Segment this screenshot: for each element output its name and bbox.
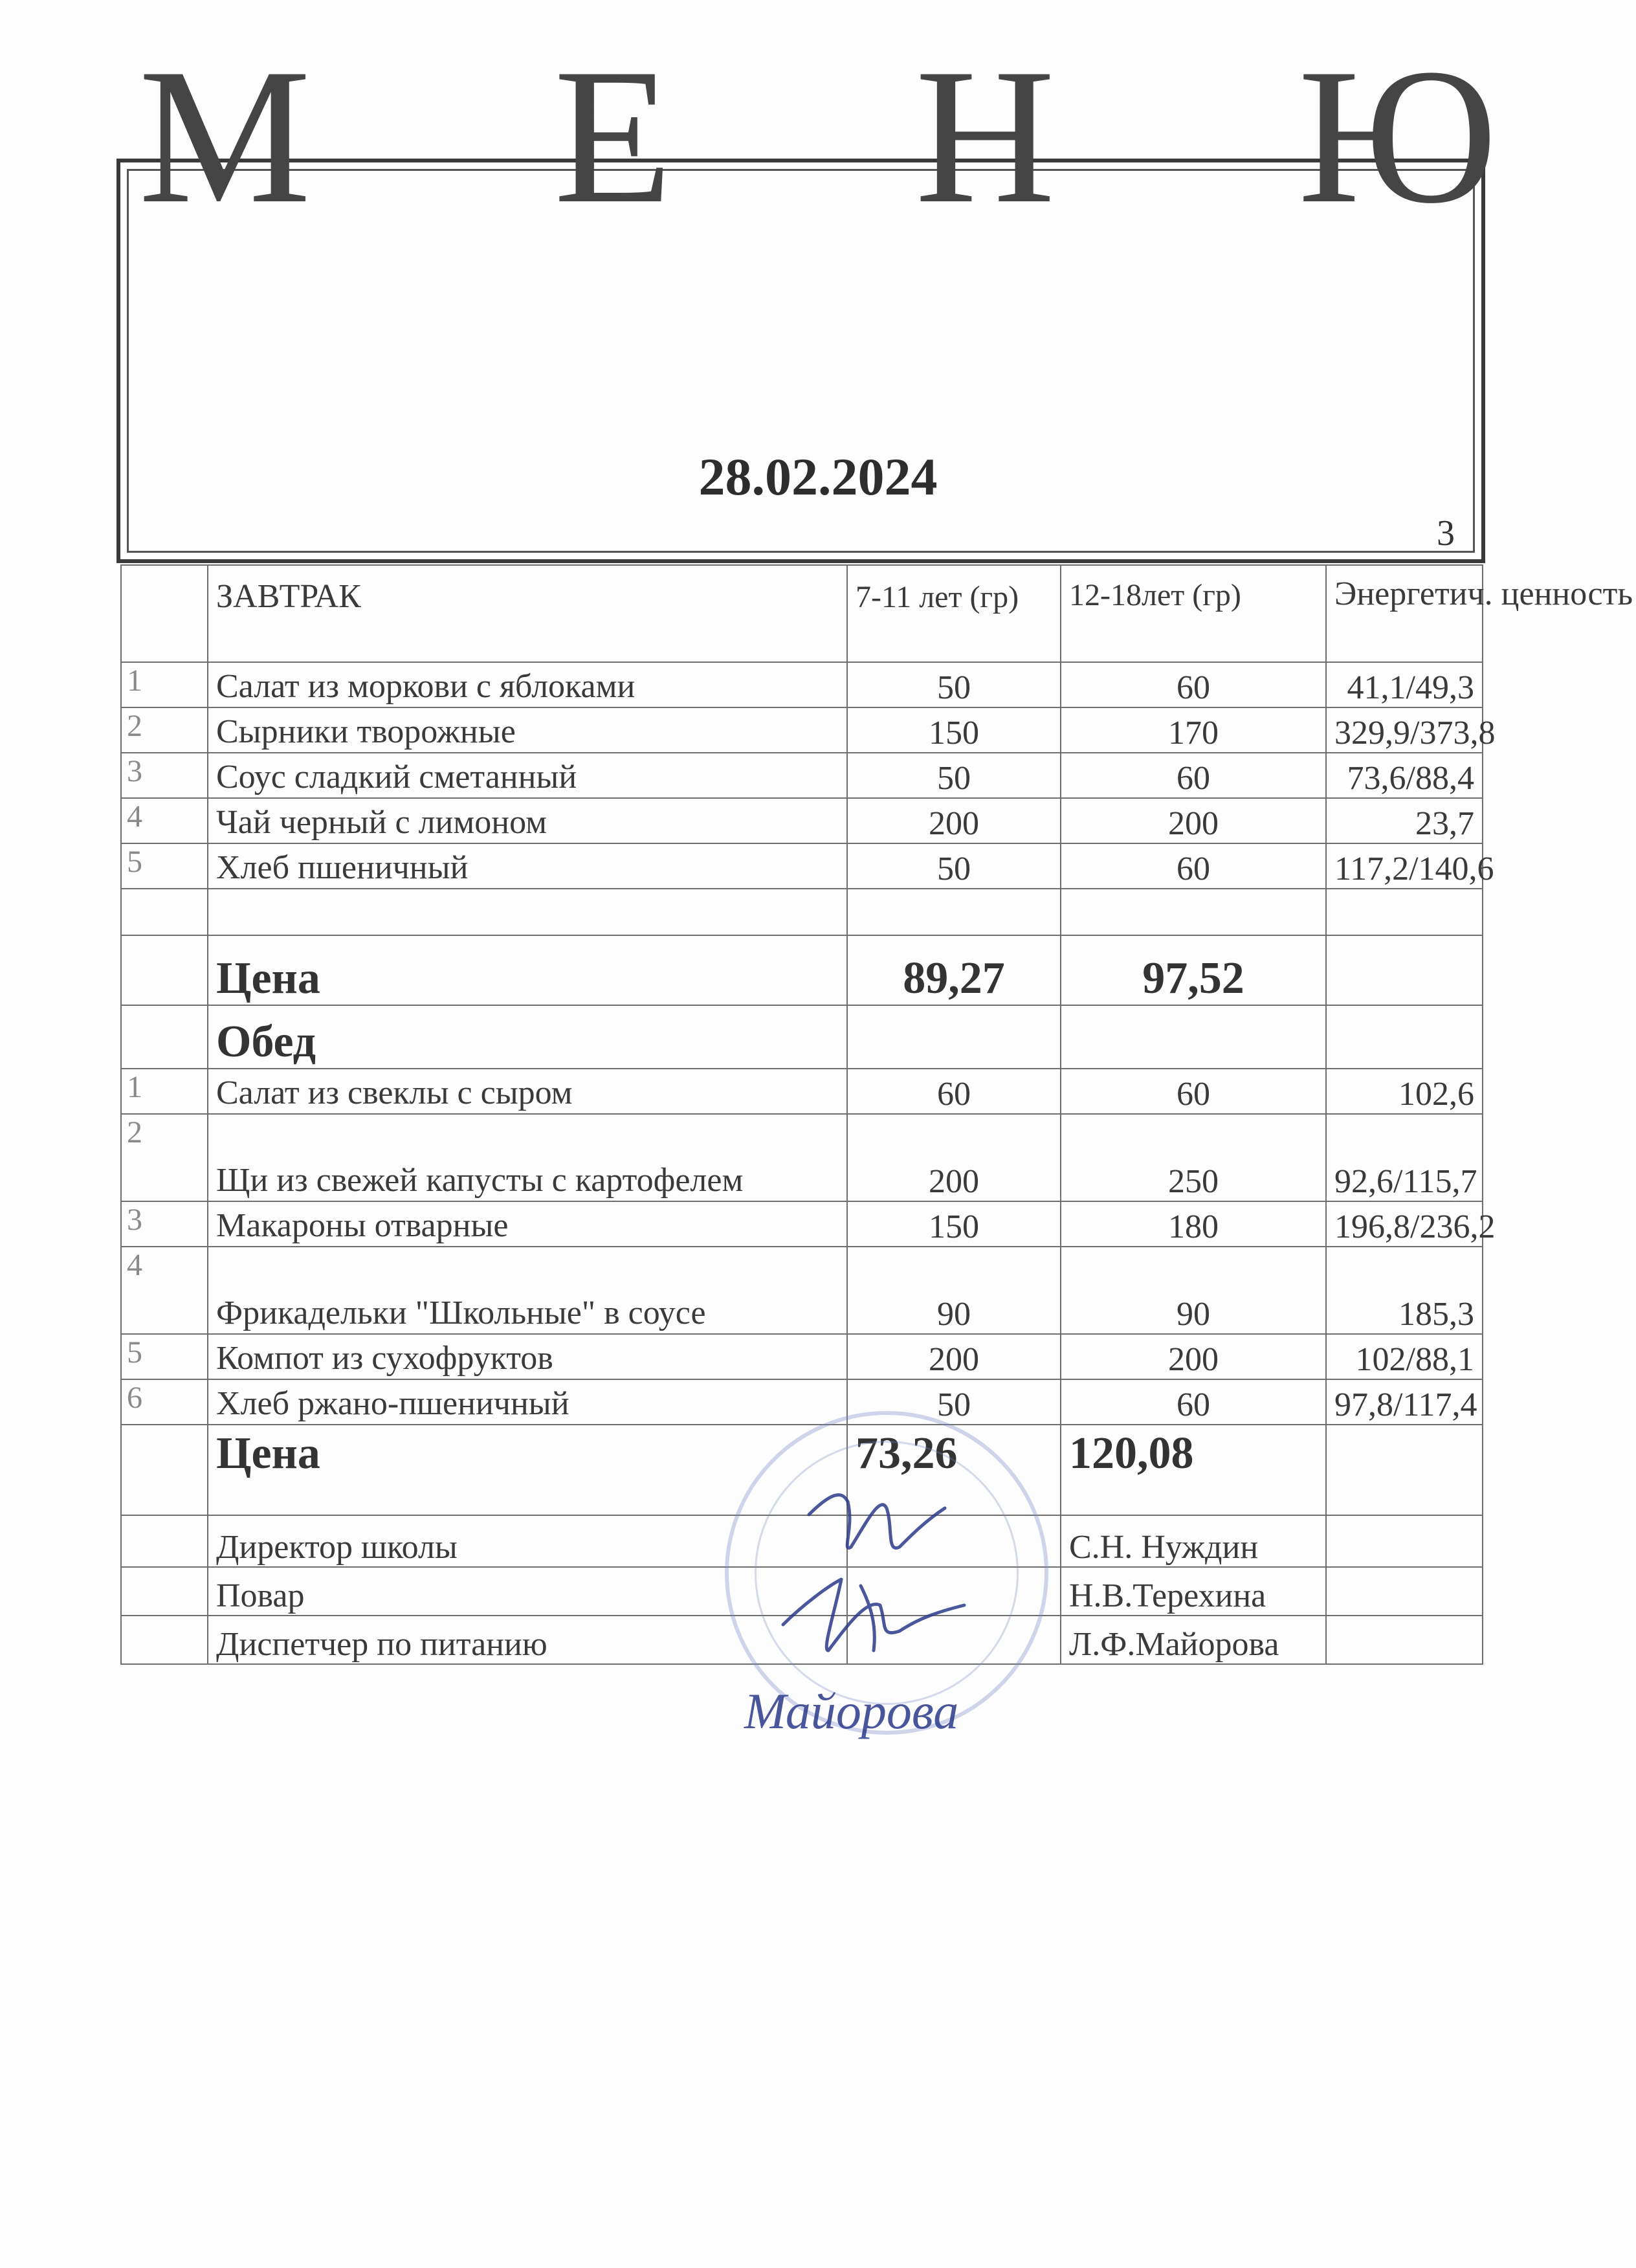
signature-role: Повар: [208, 1567, 847, 1616]
signature-name: Л.Ф.Майорова: [1061, 1616, 1326, 1664]
item-weight-7-11: 200: [847, 1334, 1061, 1379]
empty-row: [121, 889, 1483, 935]
lunch-item-row: [121, 1114, 1483, 1201]
item-name: Салат из моркови с яблоками: [208, 662, 847, 707]
lunch-price-12-18: 120,08: [1061, 1425, 1326, 1515]
item-energy: 73,6/88,4: [1326, 753, 1483, 798]
breakfast-price-row: [121, 935, 1483, 1005]
item-energy: 92,6/115,7: [1326, 1114, 1483, 1201]
signature-role: Диспетчер по питанию: [208, 1616, 847, 1664]
item-energy: 102,6: [1326, 1069, 1483, 1114]
header-age-12-18: 12-18лет (гр): [1061, 565, 1326, 662]
lunch-title: Обед: [208, 1005, 847, 1069]
item-weight-12-18: 180: [1061, 1201, 1326, 1247]
item-weight-7-11: 150: [847, 1201, 1061, 1247]
signature-role: Директор школы: [208, 1515, 847, 1567]
item-weight-7-11: 50: [847, 662, 1061, 707]
lunch-title-row: [121, 1005, 1483, 1069]
item-name: Сырники творожные: [208, 707, 847, 753]
item-name: Салат из свеклы с сыром: [208, 1069, 847, 1114]
item-number: 5: [121, 1334, 208, 1379]
lunch-item-row: [121, 1379, 1483, 1425]
item-energy: 117,2/140,6: [1326, 843, 1483, 889]
table-header-row: [121, 565, 1483, 662]
item-weight-12-18: 250: [1061, 1114, 1326, 1201]
item-weight-7-11: 90: [847, 1247, 1061, 1334]
item-number: 2: [121, 707, 208, 753]
item-number: 5: [121, 843, 208, 889]
breakfast-item-row: [121, 753, 1483, 798]
item-weight-12-18: 200: [1061, 798, 1326, 843]
item-energy: 97,8/117,4: [1326, 1379, 1483, 1425]
menu-date: 28.02.2024: [698, 447, 938, 506]
item-name: Соус сладкий сметанный: [208, 753, 847, 798]
breakfast-item-row: [121, 662, 1483, 707]
item-number: 1: [121, 662, 208, 707]
item-weight-7-11: 50: [847, 843, 1061, 889]
item-energy: 23,7: [1326, 798, 1483, 843]
header-energy: Энергетич. ценность: [1326, 565, 1483, 662]
lunch-price-label: Цена: [208, 1425, 847, 1515]
item-name: Фрикадельки "Школьные" в соусе: [208, 1247, 847, 1334]
lunch-item-row: [121, 1334, 1483, 1379]
item-weight-12-18: 90: [1061, 1247, 1326, 1334]
item-number: 3: [121, 1201, 208, 1247]
item-weight-12-18: 60: [1061, 843, 1326, 889]
item-weight-7-11: 200: [847, 1114, 1061, 1201]
item-weight-7-11: 60: [847, 1069, 1061, 1114]
breakfast-price-12-18: 97,52: [1061, 935, 1326, 1005]
item-number: 4: [121, 1247, 208, 1334]
item-name: Компот из сухофруктов: [208, 1334, 847, 1379]
lunch-price-7-11: 73,26: [847, 1425, 1061, 1515]
item-energy: 329,9/373,8: [1326, 707, 1483, 753]
item-name: Хлеб пшеничный: [208, 843, 847, 889]
item-energy: 185,3: [1326, 1247, 1483, 1334]
lunch-item-row: [121, 1201, 1483, 1247]
item-weight-12-18: 60: [1061, 753, 1326, 798]
item-name: Хлеб ржано-пшеничный: [208, 1379, 847, 1425]
item-weight-7-11: 150: [847, 707, 1061, 753]
signature-script-text: Майорова: [744, 1683, 959, 1739]
signature-name: С.Н. Нуждин: [1061, 1515, 1326, 1567]
breakfast-rows: [121, 662, 1496, 889]
item-weight-7-11: 50: [847, 1379, 1061, 1425]
breakfast-price-7-11: 89,27: [847, 935, 1061, 1005]
item-number: 3: [121, 753, 208, 798]
item-name: Чай черный с лимоном: [208, 798, 847, 843]
item-weight-7-11: 200: [847, 798, 1061, 843]
item-number: 2: [121, 1114, 208, 1201]
lunch-rows: [121, 1069, 1496, 1425]
item-name: Макароны отварные: [208, 1201, 847, 1247]
header-number-cell: [121, 565, 208, 662]
signature-scribbles: [731, 1456, 1003, 1754]
breakfast-item-row: [121, 843, 1483, 889]
page-title: М Е Н Ю: [138, 28, 1595, 243]
breakfast-price-label: Цена: [208, 935, 847, 1005]
header-age-7-11: 7-11 лет (гр): [847, 565, 1061, 662]
item-name: Щи из свежей капусты с картофелем: [208, 1114, 847, 1201]
item-weight-12-18: 60: [1061, 1069, 1326, 1114]
item-number: 4: [121, 798, 208, 843]
item-weight-12-18: 60: [1061, 1379, 1326, 1425]
item-weight-7-11: 50: [847, 753, 1061, 798]
lunch-item-row: [121, 1069, 1483, 1114]
header-meal: ЗАВТРАК: [208, 565, 847, 662]
item-number: 6: [121, 1379, 208, 1425]
page-number: 3: [1437, 513, 1455, 553]
item-energy: 41,1/49,3: [1326, 662, 1483, 707]
item-weight-12-18: 200: [1061, 1334, 1326, 1379]
item-number: 1: [121, 1069, 208, 1114]
item-weight-12-18: 170: [1061, 707, 1326, 753]
lunch-item-row: [121, 1247, 1483, 1334]
item-weight-12-18: 60: [1061, 662, 1326, 707]
item-energy: 102/88,1: [1326, 1334, 1483, 1379]
item-energy: 196,8/236,2: [1326, 1201, 1483, 1247]
breakfast-item-row: [121, 707, 1483, 753]
signature-name: Н.В.Терехина: [1061, 1567, 1326, 1616]
breakfast-item-row: [121, 798, 1483, 843]
